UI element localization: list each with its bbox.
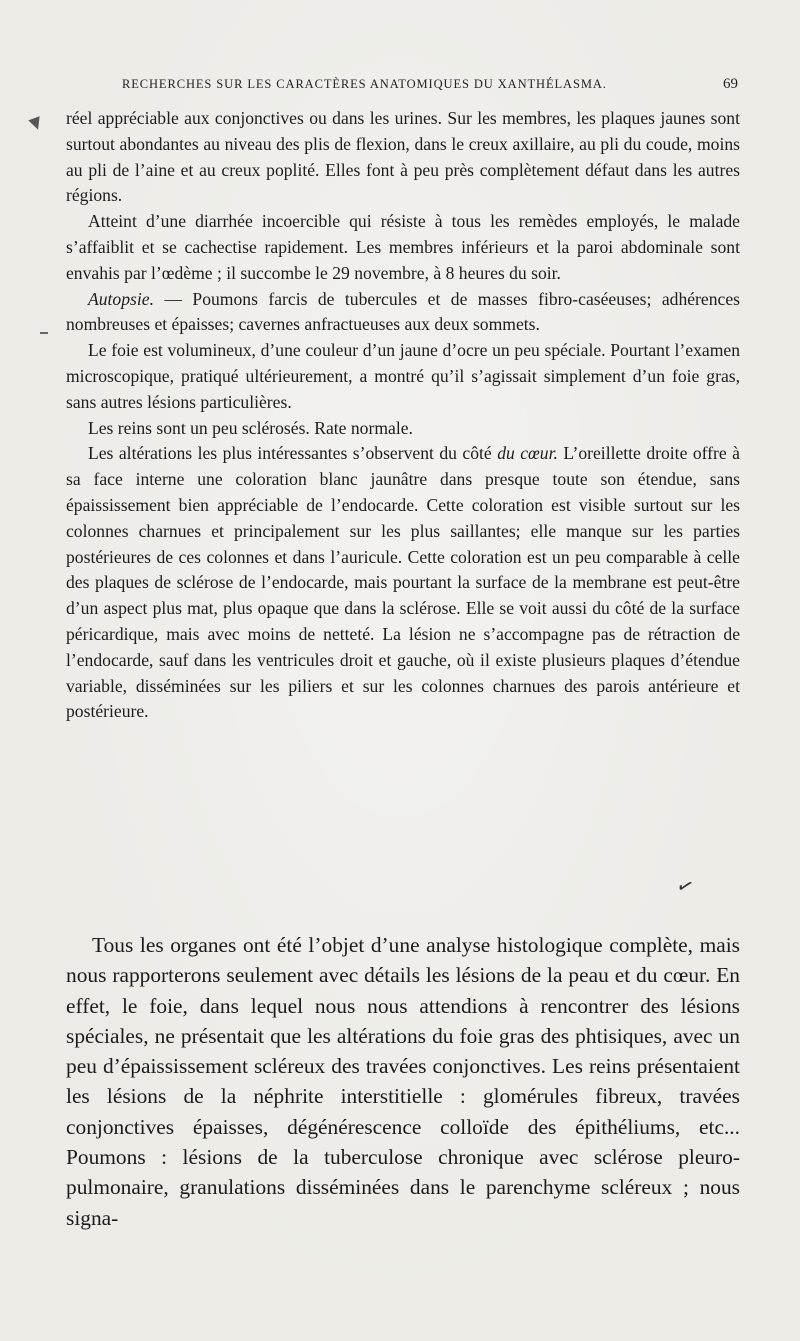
margin-dash-icon	[40, 332, 48, 334]
page-number: 69	[723, 76, 738, 92]
paragraph-3	[66, 287, 740, 339]
paragraph-2: Atteint d’une diarrhée incoercible qui résiste à tous les remèdes employés, le malade s’affaiblit et se cachectise rapidement. Les membres inférieurs et la paroi abdominale sont envahis par l’œdème ; il succombe le 29 novembre, à 8 heures du soir.	[66, 211, 740, 283]
paragraph-6-start: Les altérations les plus intéressantes s’observent du côté	[88, 443, 498, 464]
check-mark-icon: ✓	[673, 871, 698, 901]
histology-paragraph: Tous les organes ont été l’objet d’une analyse histologique complète, mais nous rapporterons seulement avec détails les lésions de la peau et du cœur. En effet, le foie, dans lequel nous nous attendions à rencontrer des lésions spéciales, ne présentait que les altérations du foie gras des phtisiques, avec un peu d’épaississement scléreux des travées conjonctives. Les reins présentaient les lésions de la néphrite interstitielle : glomérules fibreux, travées conjonctives épaisses, dégénérescence colloïde des épithéliums, etc... Poumons : lésions de la tuberculose chronique avec sclérose pleuro-pulmonaire, granulations disséminées dans le parenchyme scléreux ; nous signa-	[66, 933, 740, 1230]
running-header	[122, 76, 738, 93]
paragraph-4: Le foie est volumineux, d’une couleur d’un jaune d’ocre un peu spéciale. Pourtant l’examen microscopique, pratiqué ultérieurement, a montré qu’il s’agissait simplement d’un foie gras, sans autres lésions particulières.	[66, 340, 740, 412]
paragraph-5: Les reins sont un peu sclérosés. Rate normale.	[88, 417, 413, 438]
margin-mark-icon	[28, 116, 43, 131]
histology-section	[66, 930, 740, 1233]
autopsy-text: — Poumons farcis de tubercules et de masses fibro-caséeuses; adhérences nombreuses et épaisses; cavernes anfractueuses aux deux sommets.	[66, 288, 740, 335]
paragraph-6	[66, 441, 740, 725]
running-title: RECHERCHES SUR LES CARACTÈRES ANATOMIQUES DU XANTHÉLASMA.	[122, 77, 607, 91]
case-report-section	[66, 106, 740, 725]
heart-emphasis: du cœur.	[497, 443, 558, 464]
paragraph-1: réel appréciable aux conjonctives ou dans les urines. Sur les membres, les plaques jaunes sont surtout abondantes au niveau des plis de flexion, dans le creux axillaire, au pli du coude, moins au pli de l’aine et au creux poplité. Elles font à peu près complètement défaut dans les autres régions.	[66, 108, 740, 206]
paragraph-6-rest: L’oreillette droite offre à sa face interne une coloration blanc jaunâtre dans presque toute son étendue, sans épaississement bien appréciable de l’endocarde. Cette coloration est visible surtout sur les colonnes charnues et principalement sur les plus saillantes; elle manque sur les parties postérieures de ces colonnes et dans l’auricule. Cette coloration est un peu comparable à celle des plaques de sclérose de l’endocarde, mais pourtant la surface de la membrane est peut-être d’un aspect plus mat, plus opaque que dans la sclérose. Elle se voit aussi du côté de la surface péricardique, mais avec moins de netteté. La lésion ne s’accompagne pas de rétraction de l’endocarde, sauf dans les ventricules droit et gauche, où il existe plusieurs plaques d’étendue variable, disséminées sur les piliers et sur les colonnes charnues des parois antérieure et postérieure.	[66, 443, 740, 722]
autopsy-label: Autopsie.	[88, 288, 154, 309]
